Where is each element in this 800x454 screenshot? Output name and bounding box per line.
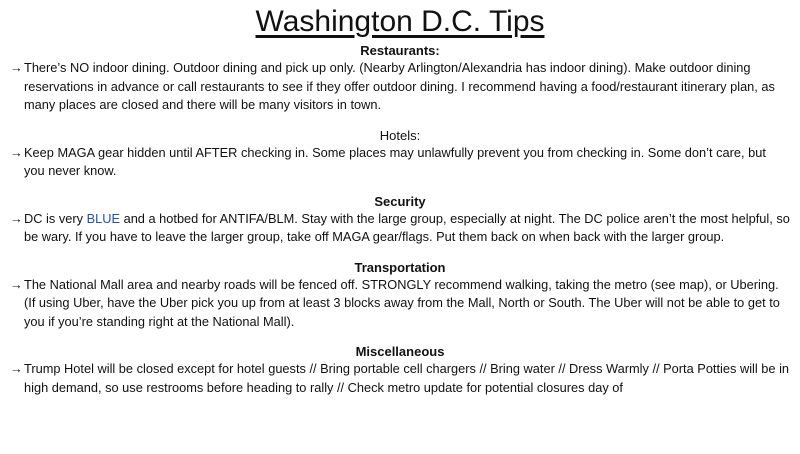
section-heading-transportation: Transportation xyxy=(354,259,446,275)
section-body-transportation xyxy=(10,276,790,332)
security-text-before: DC is very xyxy=(24,210,87,226)
section-hotels xyxy=(10,127,790,181)
security-highlight-blue: BLUE xyxy=(86,210,121,226)
spacer xyxy=(10,331,790,343)
section-transportation xyxy=(10,259,790,332)
section-heading-miscellaneous: Miscellaneous xyxy=(355,344,445,359)
spacer xyxy=(10,181,790,193)
transportation-text: The National Mall area and nearby roads will be fenced off. STRONGLY recommend walking, taking the metro (see map), or Ubering. (If using Uber, have the Uber pick you up from at least 3 blocks away from the Mall, North or South. The Uber will not be able to get to you if you’re standing right at the National Mall). xyxy=(24,276,780,329)
security-text-after: and a hotbed for ANTIFA/BLM. Stay with the large group, especially at night. The DC police aren’t the most helpful, so be wary. If you have to leave the larger group, take off MAGA gear/flags. Put them back on when back with the larger group. xyxy=(24,210,790,244)
page-title: Washington D.C. Tips xyxy=(255,5,545,38)
spacer xyxy=(10,247,790,259)
section-body-restaurants xyxy=(10,59,790,115)
section-body-hotels xyxy=(10,144,790,181)
section-security xyxy=(10,193,790,247)
arrow-icon: → xyxy=(10,144,23,160)
arrow-icon: → xyxy=(10,210,23,226)
arrow-icon: → xyxy=(10,276,23,292)
restaurants-text: There’s NO indoor dining. Outdoor dining and pick up only. (Nearby Arlington/Alexandria has indoor dining). Make outdoor dining reservations in advance or call restaurants to see if they offer outdoor dining. I recommend having a food/restaurant itinerary plan, as many places are closed and there will be many visitors in town. xyxy=(24,60,775,112)
section-heading-hotels: Hotels: xyxy=(379,127,421,143)
section-heading-restaurants: Restaurants: xyxy=(360,43,440,58)
section-body-miscellaneous xyxy=(10,360,790,397)
section-heading-security: Security xyxy=(374,193,426,209)
spacer xyxy=(10,115,790,127)
document-page xyxy=(0,4,800,454)
arrow-icon: → xyxy=(10,60,23,75)
hotels-text: Keep MAGA gear hidden until AFTER checking in. Some places may unlawfully prevent you from checking in. Some don’t care, but you never know. xyxy=(24,144,766,178)
section-restaurants xyxy=(10,42,790,115)
miscellaneous-text: Trump Hotel will be closed except for hotel guests // Bring portable cell chargers // Bring water // Dress Warmly // Porta Potties will be in high demand, so use restrooms before heading to rally // Check metro update for potential closures day of xyxy=(24,361,790,395)
section-body-security xyxy=(10,210,790,247)
arrow-icon: → xyxy=(10,361,23,376)
section-miscellaneous xyxy=(10,343,790,397)
